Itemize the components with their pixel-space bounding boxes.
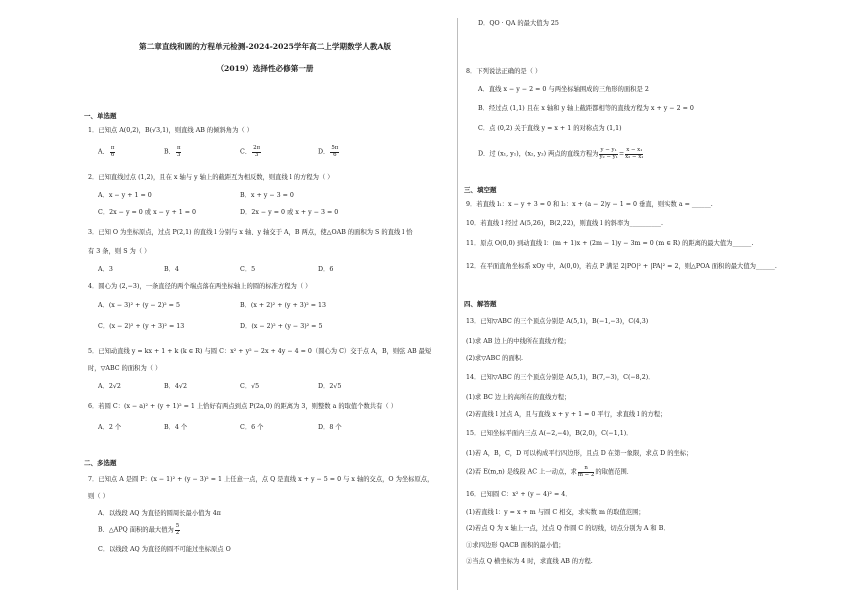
q7-option-d: D．QO · QA 的最大值为 25	[478, 20, 559, 27]
q1-option-c: C． $\frac{2\pi}{3}$	[240, 145, 261, 158]
q15-part-2: (2)若 E(m,n) 是线段 AC 上一动点，求 $\frac{n}{m - 2}$ 的取值范围．	[466, 465, 634, 478]
q1-option-b: B． $\frac{\pi}{3}$	[164, 145, 181, 158]
q8-option-b: B．经过点 (1,1) 且在 x 轴和 y 轴上截距都相等的直线方程为 x + y − 2 = 0	[478, 105, 694, 112]
question-15: 15．已知坐标平面内三点 A(−2,−4)，B(2,0)，C(−1,1)．	[466, 430, 633, 437]
q16-part-2: (2)若点 Q 为 x 轴上一点，过点 Q 作圆 C 的切线，切点分别为 A 和 B．	[466, 525, 670, 532]
section-multiple-choice: 二、多选题	[84, 459, 117, 467]
question-10: 10．若直线 l 经过 A(5,26)，B(2,22)，则直线 l 的斜率为__________.	[466, 220, 664, 227]
question-8: 8．下列说法正确的是（ ）	[466, 68, 542, 75]
section-solutions: 四、解答题	[464, 300, 497, 308]
q14-part-2: (2)若直线 l 过点 A，且与直线 x + y + 1 = 0 平行，求直线 l 的方程；	[466, 411, 667, 418]
question-6: 6．若圆 C：(x − a)² + (y + 1)² = 1 上恰好有两点到点 P(2a,0) 的距离为 3，则整数 a 的取值个数共有（ ）	[88, 403, 397, 410]
q2-option-c: C．2x − y = 0 或 x − y + 1 = 0	[98, 209, 197, 216]
page-title: 第二章直线和圆的方程单元检测-2024-2025学年高二上学期数学人教A版	[139, 42, 391, 51]
q4-option-a: A．(x − 3)² + (y − 2)² = 5	[98, 302, 180, 309]
question-9: 9．若直线 l₁：x − y + 3 = 0 和 l₂：x + (a − 2)y − 1 = 0 垂直，则实数 a = ______.	[466, 201, 713, 208]
question-5-line2: 时，▽ABC 的面积为（ ）	[88, 365, 162, 372]
q2-option-b: B．x + y − 3 = 0	[240, 192, 294, 199]
q13-part-2: (2)求▽ABC 的面积.	[466, 355, 524, 362]
q1-option-d: D． $\frac{5\pi}{6}$	[318, 145, 339, 158]
q3-option-d: D．6	[318, 266, 334, 273]
question-11: 11．原点 O(0,0) 到动直线 l：(m + 1)x + (2m − 1)y − 3m = 0 (m ∈ R) 的距离的最大值为______.	[466, 240, 754, 247]
q8-option-d: D．过 (x₁, y₁)，(x₂, y₂) 两点的直线方程为 $\frac{\text{y − y₁}}{\text{y₂ − y₁}}$ = $\frac{\text{x − x₁}}{\text{x₂ − x₁}}$	[478, 147, 644, 160]
question-12: 12．在平面直角坐标系 xOy 中，A(0,0)，若点 P 满足 2|PO|² + |PA|² = 2，则△POA 面积的最大值为______.	[466, 263, 777, 270]
q4-option-b: B．(x + 2)² + (y + 3)² = 13	[240, 302, 327, 309]
q7-option-c: C．以线段 AQ 为直径的圆不可能过坐标原点 O	[98, 546, 231, 553]
q14-part-1: (1)求 BC 边上的高所在的直线方程；	[466, 394, 571, 401]
q6-option-c: C．6 个	[240, 424, 264, 431]
q15-part-1: (1)若 A，B，C，D 可以构成平行四边形，且点 D 在第一象限，求点 D 的坐标；	[466, 450, 693, 457]
q6-option-a: A．2 个	[98, 424, 122, 431]
column-divider	[457, 18, 458, 590]
q16-part-1: (1)若直线 l：y = x + m 与圆 C 相交，求实数 m 的取值范围；	[466, 509, 645, 516]
question-13: 13．已知▽ABC 的三个顶点分别是 A(5,1)，B(−1,−3)，C(4,3)	[466, 318, 649, 325]
right-column	[464, 0, 824, 608]
q16-sub-2: ②当点 Q 横坐标为 4 时，求直线 AB 的方程.	[466, 558, 593, 565]
q6-option-d: D．8 个	[318, 424, 342, 431]
question-7-line2: 则（ ）	[88, 493, 109, 500]
q8-option-c: C．点 (0,2) 关于直线 y = x + 1 的对称点为 (1,1)	[478, 125, 622, 132]
question-14: 14．已知▽ABC 的三个顶点分别是 A(5,1)，B(7,−3)，C(−8,2)．	[466, 374, 655, 381]
q4-option-d: D．(x − 2)² + (y − 3)² = 5	[240, 323, 323, 330]
q4-option-c: C．(x − 2)² + (y + 3)² = 13	[98, 323, 185, 330]
q6-option-b: B．4 个	[164, 424, 188, 431]
question-4: 4．圆心为 (2,−3)，一条直径的两个端点落在两坐标轴上的圆的标准方程为（ ）	[88, 283, 312, 290]
q13-part-1: (1)求 AB 边上的中线所在直线方程；	[466, 338, 570, 345]
q3-option-c: C．5	[240, 266, 256, 273]
q7-option-a: A．以线段 AQ 为直径的圆周长最小值为 4π	[98, 510, 221, 517]
question-1: 1．已知点 A(0,2)，B(√3,1)，则直线 AB 的倾斜角为（ ）	[88, 127, 253, 134]
question-7-line1: 7．已知点 A 是圆 P：(x − 1)² + (y − 3)² = 1 上任意一点，点 Q 是直线 x + y − 5 = 0 与 x 轴的交点，O 为坐标原点，	[88, 476, 434, 483]
q1-option-a: A． $\frac{\pi}{6}$	[98, 145, 115, 158]
question-3-line1: 3．已知 O 为坐标原点，过点 P(2,1) 的直线 l 分别与 x 轴、y 轴交于 A，B 两点，使△OAB 的面积为 S 的直线 l 恰	[88, 229, 413, 236]
q5-option-c: C．√5	[240, 383, 260, 390]
section-fill-in: 三、填空题	[464, 186, 497, 194]
q8-option-a: A．直线 x − y − 2 = 0 与两坐标轴围成的三角形的面积是 2	[478, 86, 649, 93]
question-5-line1: 5．已知动直线 y = kx + 1 + k (k ∈ R) 与圆 C：x² + y² − 2x + 4y − 4 = 0（圆心为 C）交于点 A，B，则弦 AB 最短	[88, 348, 432, 355]
section-single-choice: 一、单选题	[84, 112, 117, 120]
left-column	[80, 0, 450, 608]
q5-option-d: D．2√5	[318, 383, 342, 390]
question-2: 2．已知直线过点 (1,2)，且在 x 轴与 y 轴上的截距互为相反数，则直线 l 的方程为（ ）	[88, 174, 334, 181]
q3-option-b: B．4	[164, 266, 179, 273]
page-subtitle: （2019）选择性必修第一册	[216, 64, 314, 73]
question-3-line2: 有 3 条，则 S 为（ ）	[88, 248, 151, 255]
q5-option-b: B．4√2	[164, 383, 187, 390]
q2-option-a: A．x − y + 1 = 0	[98, 192, 152, 199]
question-16: 16．已知圆 C：x² + (y − 4)² = 4．	[466, 491, 572, 498]
q7-option-b: B．△APQ 面积的最大值为 $\frac{5}{2}$	[98, 523, 180, 536]
q16-sub-1: ①求四边形 QACB 面积的最小值；	[466, 542, 565, 549]
q3-option-a: A．3	[98, 266, 113, 273]
q2-option-d: D．2x − y = 0 或 x + y − 3 = 0	[240, 209, 339, 216]
q5-option-a: A．2√2	[98, 383, 121, 390]
